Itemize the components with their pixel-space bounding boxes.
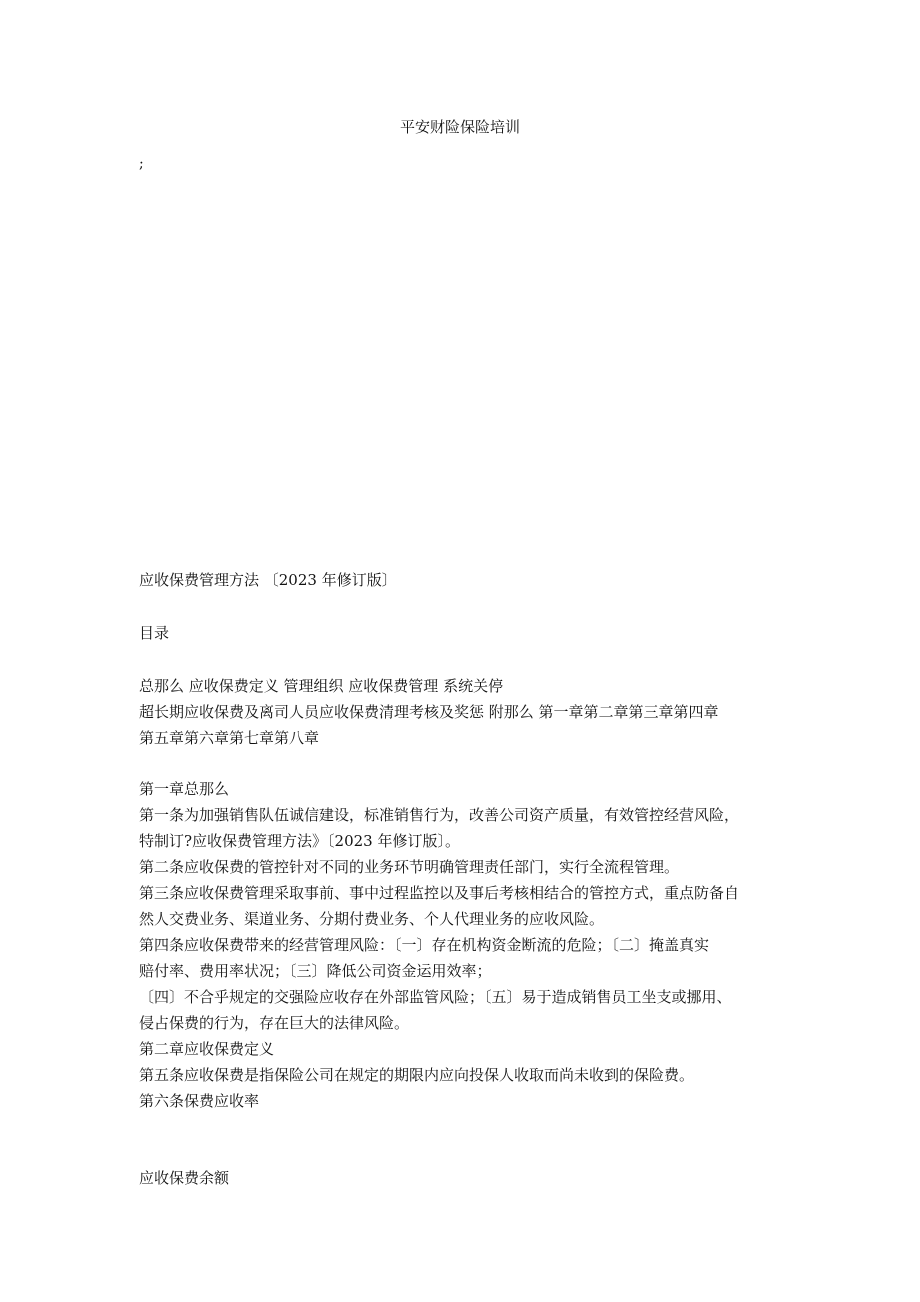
body-text	[139, 776, 799, 1114]
table-of-contents	[139, 673, 799, 751]
toc-line: 第五章第六章第七章第八章	[139, 729, 320, 747]
receivable-balance-label: 应收保费余额	[139, 1169, 230, 1187]
paragraph-line: 〔四〕不合乎规定的交强险应收存在外部监管风险；〔五〕易于造成销售员工坐支或挪用、	[139, 988, 732, 1006]
paragraph-line: 侵占保费的行为，存在巨大的法律风险。	[139, 1014, 410, 1032]
chapter-heading: 第二章应收保费定义	[139, 1040, 275, 1058]
paragraph-line: 第五条应收保费是指保险公司在规定的期限内应向投保人收取而尚未收到的保险费。	[139, 1066, 695, 1084]
chapter-heading: 第一章总那么	[139, 780, 230, 798]
toc-line: 超长期应收保费及离司人员应收保费清理考核及奖惩 附那么 第一章第二章第三章第四章	[139, 703, 719, 721]
paragraph-line: 第六条保费应收率	[139, 1092, 260, 1110]
paragraph-line: 特制订?应收保费管理方法》〔2023 年修订版〕。	[139, 832, 460, 850]
paragraph-line: 第二条应收保费的管控针对不同的业务环节明确管理责任部门，实行全流程管理。	[139, 858, 680, 876]
paragraph-line: 第四条应收保费带来的经营管理风险：〔一〕存在机构资金断流的危险；〔二〕掩盖真实	[139, 936, 710, 954]
toc-line: 总那么 应收保费定义 管理组织 应收保费管理 系统关停	[139, 677, 504, 695]
document-title: 应收保费管理方法 〔2023 年修订版〕	[139, 571, 397, 589]
paragraph-line: 然人交费业务、渠道业务、分期付费业务、个人代理业务的应收风险。	[139, 910, 605, 928]
paragraph-line: 赔付率、费用率状况；〔三〕降低公司资金运用效率；	[139, 962, 492, 980]
paragraph-line: 第一条为加强销售队伍诚信建设，标准销售行为，改善公司资产质量，有效管控经营风险，	[139, 806, 740, 824]
stray-mark: ;	[139, 156, 144, 172]
paragraph-line: 第三条应收保费管理采取事前、事中过程监控以及事后考核相结合的管控方式，重点防备自	[139, 884, 740, 902]
page-title: 平安财险保险培训	[399, 118, 520, 136]
toc-heading: 目录	[139, 624, 170, 642]
